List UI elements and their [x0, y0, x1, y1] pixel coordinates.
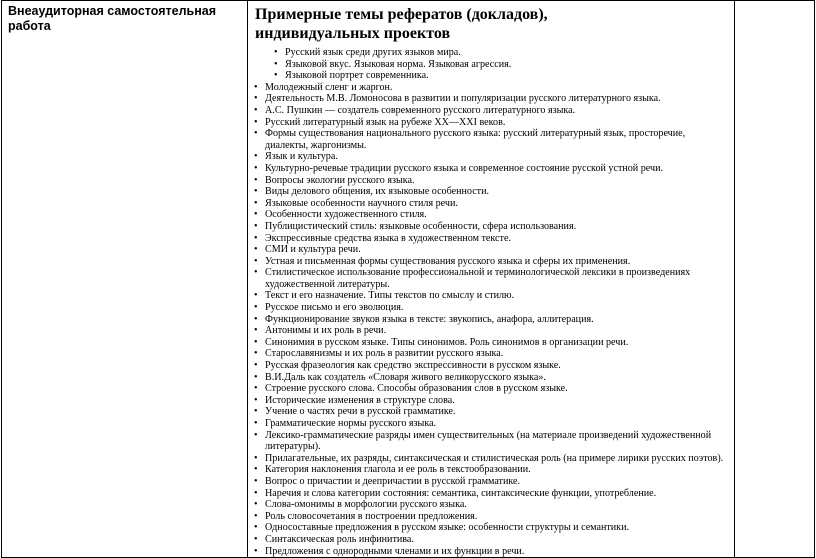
list-item [251, 464, 729, 476]
bullet-icon: • [254, 209, 258, 221]
list-item-text: Особенности художественного стиля. [265, 209, 427, 221]
bullet-icon: • [254, 104, 258, 116]
list-item [251, 233, 729, 245]
list-item [251, 267, 729, 290]
bullet-icon: • [254, 475, 258, 487]
list-item-text: Строение русского слова. Способы образования слов в русском языке. [265, 383, 568, 395]
list-item-text: Лексико-грамматические разряды имен существительных (на материале произведений художественной литературы). [265, 429, 712, 453]
bullet-icon: • [254, 360, 258, 372]
list-item [251, 93, 729, 105]
list-item [251, 70, 729, 82]
list-item-text: Молодежный сленг и жаргон. [265, 81, 393, 93]
list-item-text: Слова-омонимы в морфологии русского языка. [265, 499, 467, 511]
list-item [251, 534, 729, 546]
topics-heading [255, 5, 725, 43]
bullet-icon: • [254, 186, 258, 198]
bullet-icon: • [254, 162, 258, 174]
list-item [251, 59, 729, 71]
table-cell-activity-type [1, 0, 248, 558]
bullet-icon: • [254, 383, 258, 395]
list-item-text: Старославянизмы и их роль в развитии русского языка. [265, 348, 504, 360]
bullet-icon: • [254, 232, 258, 244]
bullet-icon: • [254, 522, 258, 534]
bullet-icon: • [254, 93, 258, 105]
list-item-text: В.И.Даль как создатель «Словаря живого великорусского языка». [265, 371, 546, 383]
bullet-icon: • [254, 394, 258, 406]
list-item [251, 360, 729, 372]
list-item [251, 82, 729, 94]
list-item-text: Антонимы и их роль в речи. [265, 325, 387, 337]
list-item [251, 418, 729, 430]
bullet-icon: • [254, 371, 258, 383]
list-item [251, 256, 729, 268]
list-item-text: Предложения с однородными членами и их функции в речи. [265, 545, 525, 557]
list-item-text: Виды делового общения, их языковые особенности. [265, 186, 490, 198]
list-item [251, 47, 729, 59]
list-item [251, 209, 729, 221]
bullet-icon: • [254, 418, 258, 429]
list-item-text: Роль словосочетания в построении предложения. [265, 510, 478, 522]
bullet-icon: • [254, 545, 258, 557]
list-item [251, 453, 729, 465]
list-item-text: Текст и его назначение. Типы текстов по смыслу и стилю. [265, 290, 515, 302]
topics-heading-line2: индивидуальных проектов [255, 25, 451, 42]
bullet-icon: • [254, 244, 258, 256]
list-item-text: СМИ и культура речи. [265, 244, 361, 256]
list-item [251, 175, 729, 187]
bullet-icon: • [254, 336, 258, 348]
bullet-icon: • [254, 197, 258, 209]
bullet-icon: • [254, 429, 258, 441]
list-item [251, 337, 729, 349]
list-item-text: Языковые особенности научного стиля речи. [265, 197, 458, 209]
list-item-text: Деятельность М.В. Ломоносова в развитии и популяризации русского литературного языка. [265, 93, 661, 105]
bullet-icon: • [254, 267, 258, 279]
bullet-icon: • [254, 151, 258, 163]
bullet-icon: • [254, 174, 258, 186]
list-item [251, 499, 729, 511]
list-item-text: Прилагательные, их разряды, синтаксическая и стилистическая роль (на примере лирики русских поэтов). [265, 452, 724, 464]
bullet-icon: • [274, 58, 278, 70]
table-cell-hours [734, 0, 815, 558]
bullet-icon: • [274, 70, 278, 82]
list-item [251, 395, 729, 407]
list-item-text: Исторические изменения в структуре слова. [265, 394, 455, 406]
list-item [251, 186, 729, 198]
list-item [251, 488, 729, 500]
bullet-icon: • [254, 406, 258, 418]
bullet-icon: • [254, 255, 258, 267]
list-item-text: Языковой портрет современника. [285, 70, 429, 82]
bullet-icon: • [274, 47, 278, 58]
list-item-text: Русское письмо и его эволюция. [265, 302, 404, 314]
list-item-text: Функционирование звуков языка в тексте: звукопись, анафора, аллитерация. [265, 313, 594, 325]
list-item-text: А.С. Пушкин — создатель современного русского литературного языка. [265, 104, 576, 116]
list-item-text: Языковой вкус. Языковая норма. Языковая агрессия. [285, 58, 512, 70]
list-item-text: Грамматические нормы русского языка. [265, 418, 437, 429]
list-item [251, 221, 729, 233]
bullet-icon: • [254, 325, 258, 337]
bullet-icon: • [254, 464, 258, 476]
bullet-icon: • [254, 116, 258, 128]
list-item-text: Вопрос о причастии и деепричастии в русской грамматике. [265, 475, 521, 487]
bullet-icon: • [254, 128, 258, 140]
bullet-icon: • [254, 313, 258, 325]
list-item [251, 151, 729, 163]
list-item [251, 546, 729, 558]
list-item [251, 290, 729, 302]
bullet-icon: • [254, 510, 258, 522]
list-item [251, 198, 729, 210]
list-item [251, 163, 729, 175]
list-item-text: Язык и культура. [265, 151, 338, 163]
bullet-icon: • [254, 533, 258, 545]
list-item-text: Стилистическое использование профессиональной и терминологической лексики в произведениях художественной литературы. [265, 267, 691, 290]
list-item-text: Экспрессивные средства языка в художественном тексте. [265, 232, 511, 244]
list-item [251, 244, 729, 256]
list-item [251, 314, 729, 326]
bullet-icon: • [254, 499, 258, 511]
list-item [251, 105, 729, 117]
bullet-icon: • [254, 290, 258, 302]
list-item-text: Русская фразеология как средство экспрессивности в русском языке. [265, 360, 561, 372]
topics-heading-line1: Примерные темы рефератов (докладов), [255, 6, 548, 23]
list-item-text: Формы существования национального русского языка: русский литературный язык, просторечие, диалекты, жаргонизмы. [265, 128, 686, 151]
list-item-text: Культурно-речевые традиции русского языка и современное состояние русской устной речи. [265, 162, 664, 174]
list-item [251, 406, 729, 418]
bullet-icon: • [254, 348, 258, 360]
list-item-text: Синтаксическая роль инфинитива. [265, 533, 414, 545]
list-item [251, 476, 729, 488]
list-item [251, 430, 729, 453]
list-item [251, 117, 729, 129]
activity-type-title: Внеаудиторная самостоятельная работа [8, 4, 217, 33]
list-item-text: Устная и письменная формы существования русского языка и сферы их применения. [265, 255, 631, 267]
list-item-text: Наречия и слова категории состояния: семантика, синтаксические функции, употребление. [265, 487, 657, 499]
list-item-text: Односоставные предложения в русском языке: особенности структуры и семантики. [265, 522, 630, 534]
list-item [251, 511, 729, 523]
list-item-text: Учение о частях речи в русской грамматике. [265, 406, 456, 418]
list-item-text: Синонимия в русском языке. Типы синонимов. Роль синонимов в организации речи. [265, 336, 629, 348]
list-item [251, 325, 729, 337]
list-item-text: Публицистический стиль: языковые особенности, сфера использования. [265, 220, 577, 232]
list-item [251, 302, 729, 314]
list-item [251, 128, 729, 151]
list-item [251, 522, 729, 534]
list-item-text: Русский литературный язык на рубеже XX—XXI веков. [265, 116, 506, 128]
bullet-icon: • [254, 220, 258, 232]
list-item-text: Категория наклонения глагола и ее роль в текстообразовании. [265, 464, 531, 476]
list-item-text: Вопросы экологии русского языка. [265, 174, 415, 186]
bullet-icon: • [254, 452, 258, 464]
list-item [251, 348, 729, 360]
topics-list [251, 47, 729, 557]
bullet-icon: • [254, 487, 258, 499]
list-item-text: Русский язык среди других языков мира. [285, 47, 461, 58]
list-item [251, 383, 729, 395]
bullet-icon: • [254, 81, 258, 93]
bullet-icon: • [254, 302, 258, 314]
list-item [251, 372, 729, 384]
